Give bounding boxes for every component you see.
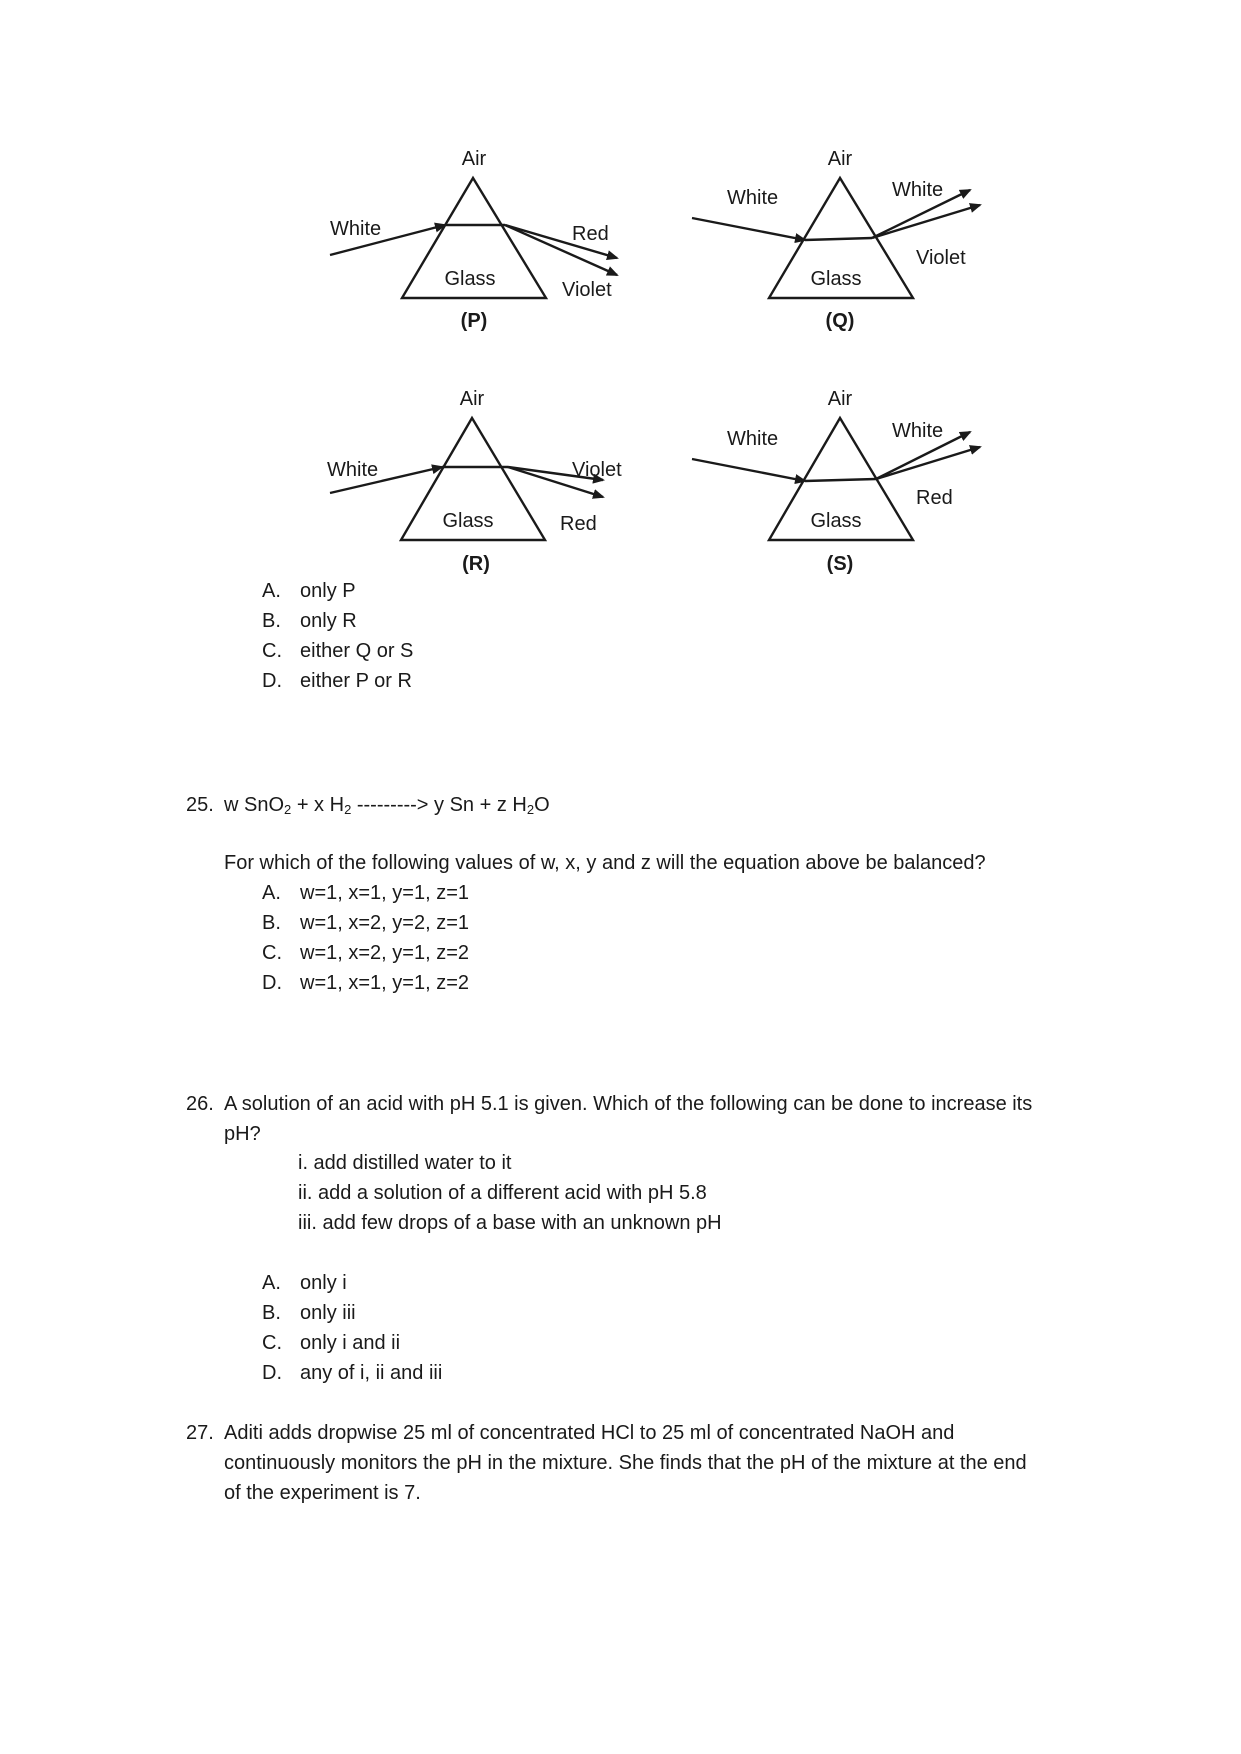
question-number: 26. — [186, 1093, 214, 1115]
ray1-label-p: Red — [572, 223, 609, 245]
option-letter: A. — [262, 1272, 281, 1294]
incident-label-s: White — [727, 428, 779, 450]
option-letter: D. — [262, 670, 282, 692]
option-letter: D. — [262, 1362, 282, 1384]
air-label-p: Air — [461, 148, 487, 170]
q26-line1: A solution of an acid with pH 5.1 is given. Which of the following can be done to increase its — [224, 1093, 1033, 1115]
eq-subscript: 2 — [526, 802, 535, 817]
eq-subscript: 2 — [344, 802, 352, 817]
question-number: 25. — [186, 794, 214, 816]
q26-option-a[interactable] — [262, 1268, 347, 1298]
q26-question — [186, 1089, 1032, 1119]
option-text: either P or R — [300, 670, 412, 692]
incident-label-q: White — [727, 187, 779, 209]
q26-line2: pH? — [224, 1123, 261, 1145]
air-label-r: Air — [459, 388, 485, 410]
option-letter: A. — [262, 882, 281, 904]
eq-part: + x H — [291, 794, 345, 816]
incident-label-p: White — [330, 218, 382, 240]
ray2-label-p: Violet — [562, 279, 612, 301]
option-text: w=1, x=1, y=1, z=2 — [300, 972, 469, 994]
q27-line3: of the experiment is 7. — [224, 1482, 421, 1504]
q25-option-b[interactable] — [262, 908, 469, 938]
option-letter: B. — [262, 912, 281, 934]
air-label-q: Air — [827, 148, 853, 170]
ray1-label-r: Violet — [572, 459, 622, 481]
q25-option-a[interactable] — [262, 878, 469, 908]
ray1-label-s: White — [892, 420, 944, 442]
q26-option-d[interactable] — [262, 1358, 442, 1388]
option-letter: C. — [262, 942, 282, 964]
glass-label-r: Glass — [442, 510, 494, 532]
caption-p: (P) — [460, 310, 488, 332]
option-text: only i and ii — [300, 1332, 401, 1354]
q27-line2: continuously monitors the pH in the mixture. She finds that the pH of the mixture at the end — [224, 1452, 1027, 1474]
ray2-label-s: Red — [916, 487, 953, 509]
q24-option-d[interactable] — [262, 666, 412, 696]
q24-option-b[interactable] — [262, 606, 357, 636]
option-text: w=1, x=2, y=2, z=1 — [300, 912, 469, 934]
eq-part: O — [534, 794, 550, 816]
incident-label-r: White — [327, 459, 379, 481]
q26-option-c[interactable] — [262, 1328, 400, 1358]
caption-s: (S) — [826, 553, 854, 575]
q26-statement-iii: iii. add few drops of a base with an unknown pH — [298, 1212, 722, 1234]
eq-part: ---------> y Sn + z H — [351, 794, 527, 816]
eq-part: w SnO — [224, 794, 285, 816]
q25-option-d[interactable] — [262, 968, 469, 998]
option-text: only R — [300, 610, 357, 632]
caption-r: (R) — [462, 553, 490, 575]
q25-equation — [186, 790, 550, 820]
prism-diagrams — [0, 0, 1241, 600]
glass-label-s: Glass — [810, 510, 862, 532]
q26-statement-i: i. add distilled water to it — [298, 1152, 512, 1174]
q24-option-a[interactable] — [262, 576, 356, 606]
q27-question — [186, 1418, 954, 1448]
question-number: 27. — [186, 1422, 214, 1444]
eq-subscript: 2 — [284, 802, 292, 817]
air-label-s: Air — [827, 388, 853, 410]
option-letter: A. — [262, 580, 281, 602]
glass-label-q: Glass — [810, 268, 862, 290]
ray2-label-r: Red — [560, 513, 597, 535]
q26-statement-ii: ii. add a solution of a different acid with pH 5.8 — [298, 1182, 707, 1204]
caption-q: (Q) — [825, 310, 855, 332]
option-letter: B. — [262, 610, 281, 632]
option-letter: B. — [262, 1302, 281, 1324]
q25-option-c[interactable] — [262, 938, 469, 968]
option-text: w=1, x=2, y=1, z=2 — [300, 942, 469, 964]
q25-question: For which of the following values of w, x, y and z will the equation above be balanced? — [224, 852, 986, 874]
option-text: only iii — [300, 1302, 356, 1324]
ray2-label-q: Violet — [916, 247, 966, 269]
option-text: only P — [300, 580, 356, 602]
option-text: either Q or S — [300, 640, 414, 662]
q27-line1: Aditi adds dropwise 25 ml of concentrated HCl to 25 ml of concentrated NaOH and — [224, 1422, 955, 1444]
option-letter: D. — [262, 972, 282, 994]
option-text: only i — [300, 1272, 347, 1294]
q26-option-b[interactable] — [262, 1298, 356, 1328]
option-letter: C. — [262, 1332, 282, 1354]
ray1-label-q: White — [892, 179, 944, 201]
option-text: any of i, ii and iii — [300, 1362, 443, 1384]
q24-option-c[interactable] — [262, 636, 413, 666]
glass-label-p: Glass — [444, 268, 496, 290]
option-text: w=1, x=1, y=1, z=1 — [300, 882, 469, 904]
option-letter: C. — [262, 640, 282, 662]
